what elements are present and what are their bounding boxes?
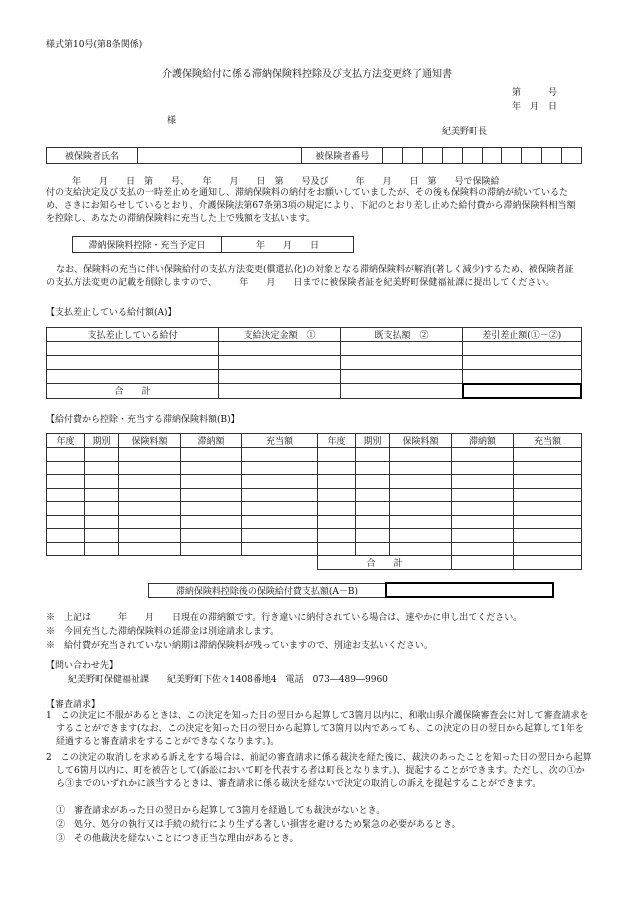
table-b-header: 年度 [47, 434, 85, 448]
table-b-cell[interactable] [119, 475, 181, 489]
table-b-cell[interactable] [85, 448, 119, 462]
insured-number-digit[interactable] [562, 148, 582, 164]
table-b-cell[interactable] [85, 461, 119, 475]
form-number: 様式第10号(第8条関係) [46, 40, 143, 50]
table-a-cell[interactable] [463, 342, 582, 356]
table-a-total-cell[interactable] [341, 384, 463, 398]
table-b-cell[interactable] [47, 515, 85, 529]
table-b-cell[interactable] [119, 461, 181, 475]
table-b-cell[interactable] [242, 461, 318, 475]
table-b-cell[interactable] [318, 529, 356, 543]
table-b-cell[interactable] [85, 502, 119, 516]
table-b-cell[interactable] [356, 475, 390, 489]
table-a-header: 支給決定金額 ① [219, 328, 341, 342]
note-item: ※ 給付費が充当されていない納期は滞納保険料が残っていますので、別途お支払いください。 [46, 641, 433, 651]
table-b-cell[interactable] [390, 488, 452, 502]
table-b-cell[interactable] [119, 515, 181, 529]
table-b-cell[interactable] [356, 502, 390, 516]
table-b-cell[interactable] [119, 448, 181, 462]
insured-info-table [46, 147, 582, 164]
table-b-header: 保険料額 [390, 434, 452, 448]
after-deduction-amount[interactable] [386, 583, 553, 597]
table-b-header: 期別 [356, 434, 390, 448]
table-b-cell[interactable] [119, 488, 181, 502]
after-deduction-table [148, 582, 554, 598]
table-b-total-amount[interactable] [514, 556, 582, 570]
insured-number-digit[interactable] [383, 148, 403, 164]
table-b-cell[interactable] [47, 502, 85, 516]
table-b-total-label: 合 計 [318, 556, 452, 570]
table-b-cell[interactable] [452, 475, 514, 489]
table-a-cell[interactable] [47, 342, 219, 356]
table-a-total-label: 合 計 [47, 384, 219, 398]
table-b [46, 433, 582, 570]
insured-number-digit[interactable] [502, 148, 522, 164]
table-b-cell[interactable] [242, 475, 318, 489]
insured-number-digit[interactable] [542, 148, 562, 164]
table-a-cell[interactable] [219, 370, 341, 384]
table-b-cell[interactable] [356, 529, 390, 543]
table-b-cell[interactable] [514, 448, 582, 462]
insured-number-digit[interactable] [482, 148, 502, 164]
table-b-header: 充当額 [242, 434, 318, 448]
table-b-total-cell[interactable] [452, 556, 514, 570]
table-b-cell[interactable] [452, 502, 514, 516]
table-a-header: 既支払額 ② [341, 328, 463, 342]
table-b-cell[interactable] [356, 515, 390, 529]
table-b-cell[interactable] [390, 448, 452, 462]
table-a-header: 支払差止している給付 [47, 328, 219, 342]
table-b-cell[interactable] [452, 448, 514, 462]
table-b-cell[interactable] [452, 529, 514, 543]
table-b-cell[interactable] [390, 515, 452, 529]
table-b-cell[interactable] [181, 542, 242, 556]
appeal-title: 【審査請求】 [46, 700, 101, 710]
table-b-cell[interactable] [181, 448, 242, 462]
table-b-cell[interactable] [119, 502, 181, 516]
table-b-cell[interactable] [119, 529, 181, 543]
document-date: 年 月 日 [512, 102, 558, 112]
deduction-date-table [72, 236, 354, 253]
after-deduction-label: 滞納保険料控除後の保険給付費支払額(A－B) [149, 583, 387, 597]
appeal-item: ① 審査請求があった日の翌日から起算して3箇月を経過しても裁決がないとき。 [56, 806, 386, 816]
table-a-cell[interactable] [463, 356, 582, 370]
table-b-cell[interactable] [242, 542, 318, 556]
table-a-header: 差引差止額(①－②) [463, 328, 582, 342]
document-title: 介護保険給付に係る滞納保険料控除及び支払方法変更終了通知書 [162, 69, 452, 80]
table-b-cell[interactable] [242, 448, 318, 462]
table-b-header: 充当額 [514, 434, 582, 448]
table-b-cell[interactable] [47, 542, 85, 556]
table-b-header: 滞納額 [452, 434, 514, 448]
table-b-cell[interactable] [318, 448, 356, 462]
table-b-cell[interactable] [85, 515, 119, 529]
notice-paragraph: なお、保険料の充当に伴い保険給付の支払方法変更(償還払化)の対象となる滞納保険料が解消(著しく減少)するため、被保険者証の支払方法変更の記載を削除しますので、 年 月 日までに被保険者証を紀美野町保健福祉課に提出してください。 [46, 265, 574, 288]
contact-title: 【問い合わせ先】 [46, 661, 119, 671]
table-b-header: 滞納額 [181, 434, 242, 448]
table-b-cell[interactable] [242, 502, 318, 516]
table-b-cell[interactable] [452, 515, 514, 529]
table-b-cell[interactable] [514, 461, 582, 475]
table-b-cell[interactable] [318, 461, 356, 475]
table-b-cell[interactable] [85, 488, 119, 502]
table-b-cell[interactable] [514, 475, 582, 489]
table-b-cell[interactable] [390, 461, 452, 475]
table-b-cell[interactable] [181, 502, 242, 516]
table-b-cell[interactable] [390, 502, 452, 516]
insured-number-digit[interactable] [402, 148, 422, 164]
table-a-cell[interactable] [341, 342, 463, 356]
table-b-cell[interactable] [390, 475, 452, 489]
note-item: ※ 上記は 年 月 日現在の滞納額です。行き違いに納付されている場合は、速やかに申し出てください。 [46, 613, 523, 623]
table-a-cell[interactable] [219, 356, 341, 370]
section-a-title: 【支払差止している給付額(A)】 [46, 308, 177, 318]
table-b-cell[interactable] [47, 529, 85, 543]
table-b-cell[interactable] [514, 502, 582, 516]
table-b-cell[interactable] [47, 448, 85, 462]
table-a-cell[interactable] [463, 370, 582, 384]
table-a-cell[interactable] [341, 356, 463, 370]
table-b-cell[interactable] [318, 502, 356, 516]
table-a-cell[interactable] [219, 342, 341, 356]
insured-number-digit[interactable] [422, 148, 442, 164]
intro-line-1: 年 月 日 第 号、 年 月 日 第 号及び 年 月 日 第 号で保険給 [72, 177, 500, 187]
table-b-cell[interactable] [356, 461, 390, 475]
table-b-cell[interactable] [318, 542, 356, 556]
table-b-cell[interactable] [242, 515, 318, 529]
appeal-item: ② 処分、処分の執行又は手続の続行により生ずる著しい損害を避けるため緊急の必要があるとき。 [56, 820, 461, 830]
document-number: 第 号 [512, 88, 558, 98]
table-b-header: 年度 [318, 434, 356, 448]
intro-paragraph: 付の支給決定及び支払の一時差止めを通知し、滞納保険料の納付をお願いしていましたが、その後も保険料の滞納が続いているため、さきにお知らせしているとおり、介護保険法第67条第3項の規定により、下記のとおり差し止めた給付費から滞納保険料相当額を控除し、あなたの滞納保険料に充当した上で残額を支払います。 [46, 188, 576, 224]
table-b-cell[interactable] [452, 461, 514, 475]
issuer: 紀美野町長 [442, 127, 488, 137]
table-b-cell[interactable] [356, 542, 390, 556]
table-b-cell[interactable] [181, 529, 242, 543]
section-b-title: 【給付費から控除・充当する滞納保険料額(B)】 [46, 415, 240, 425]
table-b-cell[interactable] [181, 461, 242, 475]
table-a [46, 327, 582, 399]
appeal-item: ③ その他裁決を経ないことにつき正当な理由があるとき。 [56, 834, 299, 844]
insured-number-digit[interactable] [442, 148, 462, 164]
table-b-cell[interactable] [452, 488, 514, 502]
appeal-paragraph-2: 2 この決定の取消しを求める訴えをする場合は、前記の審査請求に係る裁決を経た後に、裁決のあったことを知った日の翌日から起算して6箇月以内に、町を被告として(訴訟において町を代表する者は町長となります。)、提起することができます。ただし、次の①から③までのいずれかに該当するときは、審査請求に係る裁決を経ないで決定の取消しの訴えを提起することができます。 [46, 753, 592, 789]
table-b-cell[interactable] [119, 542, 181, 556]
deduction-date-value[interactable]: 年 月 日 [222, 237, 354, 253]
table-b-cell[interactable] [85, 529, 119, 543]
table-b-cell[interactable] [390, 542, 452, 556]
table-b-cell[interactable] [452, 542, 514, 556]
table-b-cell[interactable] [85, 542, 119, 556]
table-b-cell[interactable] [356, 488, 390, 502]
contact-body: 紀美野町保健福祉課 紀美野町下佐々1408番地4 電話 073―489―9960 [68, 675, 388, 685]
table-b-cell[interactable] [85, 475, 119, 489]
addressee-suffix: 様 [167, 116, 177, 126]
insured-number-digit[interactable] [522, 148, 542, 164]
note-item: ※ 今回充当した滞納保険料の延滞金は別途請求します。 [46, 627, 280, 637]
table-b-cell[interactable] [181, 488, 242, 502]
insured-number-digit[interactable] [462, 148, 482, 164]
table-a-cell[interactable] [47, 370, 219, 384]
table-b-cell[interactable] [514, 515, 582, 529]
table-a-cell[interactable] [47, 356, 219, 370]
table-b-cell[interactable] [47, 488, 85, 502]
table-b-cell[interactable] [47, 461, 85, 475]
table-b-cell[interactable] [390, 529, 452, 543]
table-b-cell[interactable] [514, 542, 582, 556]
table-b-cell[interactable] [318, 488, 356, 502]
table-a-cell[interactable] [341, 370, 463, 384]
table-b-cell[interactable] [181, 475, 242, 489]
appeal-paragraph-1: 1 この決定に不服があるときは、この決定を知った日の翌日から起算して3箇月以内に、和歌山県介護保険審査会に対して審査請求をすることができます(なお、この決定を知った日の翌日から起算して3箇月以内であっても、この決定の日の翌日から起算して1年を経過すると審査請求をすることができなくなります。)。 [46, 711, 589, 747]
table-a-total-amount[interactable] [463, 384, 582, 398]
table-b-header: 保険料額 [119, 434, 181, 448]
table-b-cell[interactable] [242, 529, 318, 543]
table-b-cell[interactable] [242, 488, 318, 502]
table-b-cell[interactable] [514, 488, 582, 502]
insured-name-label: 被保険者氏名 [47, 148, 138, 164]
table-b-cell[interactable] [318, 515, 356, 529]
table-b-cell[interactable] [181, 515, 242, 529]
table-b-cell[interactable] [318, 475, 356, 489]
insured-number-label: 被保険者番号 [302, 148, 383, 164]
table-b-cell[interactable] [356, 448, 390, 462]
deduction-date-label: 滞納保険料控除・充当予定日 [73, 237, 222, 253]
table-b-blank [47, 556, 318, 570]
insured-name-field[interactable] [138, 148, 302, 164]
table-b-header: 期別 [85, 434, 119, 448]
table-a-total-cell[interactable] [219, 384, 341, 398]
table-b-cell[interactable] [514, 529, 582, 543]
table-b-cell[interactable] [47, 475, 85, 489]
